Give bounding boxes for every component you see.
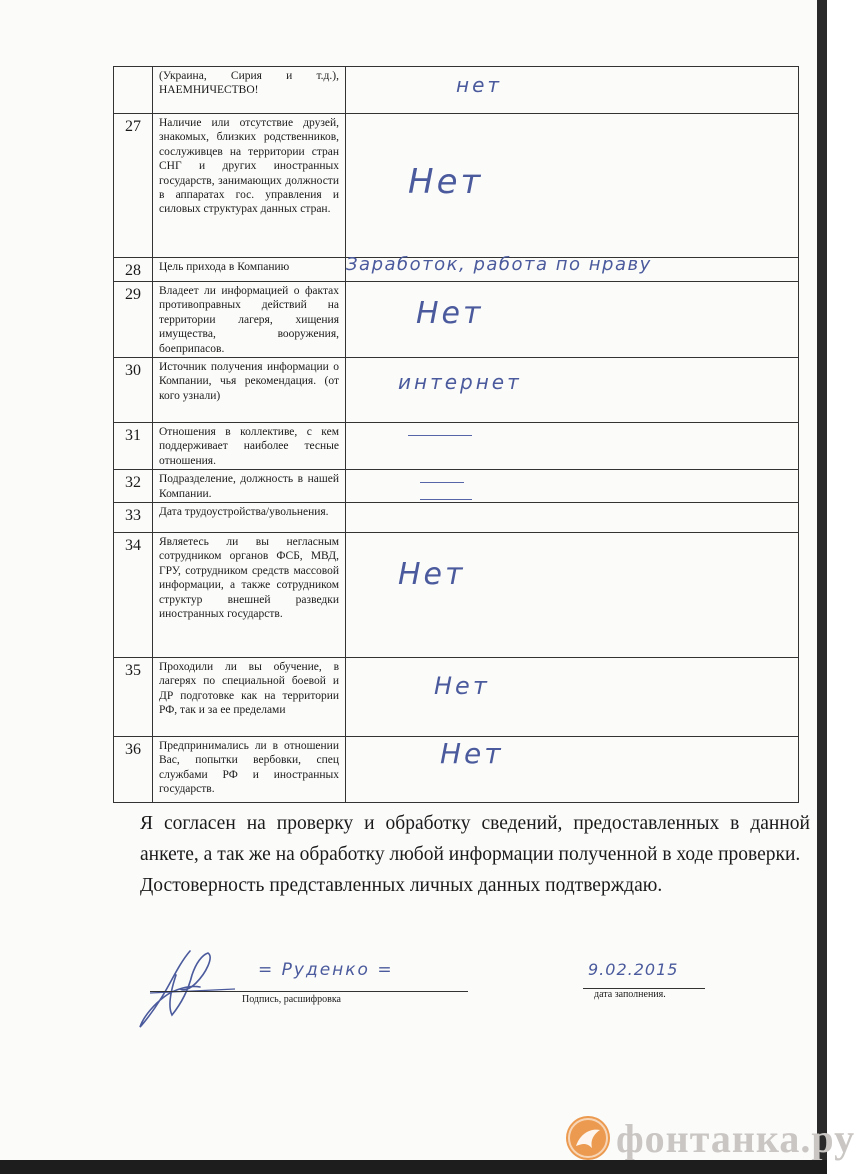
consent-statement — [140, 808, 810, 901]
questionnaire-table — [113, 66, 799, 803]
row-number: 30 — [114, 358, 153, 423]
row-number: 27 — [114, 114, 153, 258]
handwritten-answer: Нет — [416, 296, 484, 331]
answer-cell — [346, 737, 799, 803]
answer-cell — [346, 423, 799, 470]
answer-cell — [346, 470, 799, 503]
question-text: Дата трудоустройства/увольнения. — [153, 503, 346, 533]
table-row — [114, 503, 799, 533]
question-text: Являетесь ли вы негласным сотрудником органов ФСБ, МВД, ГРУ, сотрудником средств массовой информации, а также сотрудником структур внешней разведки иностранных государств. — [153, 533, 346, 658]
handwritten-name: = Руденко = — [258, 960, 394, 980]
row-number: 28 — [114, 258, 153, 282]
signature-label: Подпись, расшифровка — [242, 994, 341, 1005]
handwritten-answer: нет — [456, 73, 503, 97]
handwritten-date: 9.02.2015 — [588, 960, 679, 979]
table-row — [114, 470, 799, 503]
row-number: 29 — [114, 282, 153, 358]
row-number — [114, 67, 153, 114]
table-row — [114, 533, 799, 658]
table-row — [114, 67, 799, 114]
row-number: 33 — [114, 503, 153, 533]
table-row — [114, 423, 799, 470]
date-label: дата заполнения. — [594, 989, 666, 1000]
question-text: Владеет ли информацией о фактах противоправных действий на территории лагеря, хищения имущества, вооружения, боеприпасов. — [153, 282, 346, 358]
question-text: (Украина, Сирия и т.д.), НАЕМНИЧЕСТВО! — [153, 67, 346, 114]
table-row — [114, 114, 799, 258]
answer-cell — [346, 254, 799, 282]
row-number: 31 — [114, 423, 153, 470]
consent-paragraph: Я согласен на проверку и обработку сведений, предоставленных в данной анкете, а так же на обработку любой информации полученной в ходе проверки. — [140, 813, 810, 865]
answer-cell — [346, 503, 799, 533]
question-text-underlined: Подразделение, должность в нашей Компании. — [159, 473, 339, 500]
answer-cell — [346, 67, 799, 114]
watermark — [566, 1113, 855, 1163]
table-row — [114, 358, 799, 423]
row-number: 36 — [114, 737, 153, 803]
question-text: Цель прихода в Компанию — [153, 258, 346, 282]
table-row — [114, 282, 799, 358]
question-text: Отношения в коллективе, с кем поддерживает наиболее тесные отношения. — [153, 423, 346, 470]
question-text: Наличие или отсутствие друзей, знакомых, близких родственников, сослуживцев на территории стран СНГ и других иностранных государств, занимающих должности в аппаратах гос. управления и силовых структурах данных стран. — [153, 114, 346, 258]
answer-cell — [346, 658, 799, 737]
handwritten-answer: Нет — [408, 162, 484, 202]
answer-cell — [346, 533, 799, 658]
row-number: 32 — [114, 470, 153, 503]
answer-dash — [408, 435, 472, 436]
answer-dash — [420, 499, 472, 500]
handwritten-answer: интернет — [398, 370, 522, 395]
handwritten-answer: Нет — [434, 672, 490, 701]
answer-dash — [420, 482, 464, 483]
handwritten-answer: Заработок, работа по нраву — [346, 254, 652, 275]
handwritten-signature — [130, 945, 240, 1030]
table-row — [114, 737, 799, 803]
watermark-text: фонтанка.ру — [616, 1115, 855, 1161]
question-text: Предпринимались ли в отношении Вас, попытки вербовки, спец службами РФ и иностранных государств. — [153, 737, 346, 803]
question-text — [153, 470, 346, 503]
row-number: 35 — [114, 658, 153, 737]
fontanka-logo-icon — [566, 1116, 610, 1160]
signature-line — [150, 991, 468, 992]
question-text: Источник получения информации о Компании, чья рекомендация. (от кого узнали) — [153, 358, 346, 423]
table-row — [114, 258, 799, 282]
handwritten-answer: Нет — [440, 737, 504, 771]
handwritten-answer: Нет — [398, 557, 466, 593]
table-row — [114, 658, 799, 737]
question-text: Проходили ли вы обучение, в лагерях по специальной боевой и ДР подготовке как на территории РФ, так и за ее пределами — [153, 658, 346, 737]
scan-edge — [0, 1160, 827, 1174]
confirmation-paragraph: Достоверность представленных личных данных подтверждаю. — [140, 875, 663, 896]
answer-cell — [346, 358, 799, 423]
answer-cell — [346, 114, 799, 258]
row-number: 34 — [114, 533, 153, 658]
answer-cell — [346, 282, 799, 358]
